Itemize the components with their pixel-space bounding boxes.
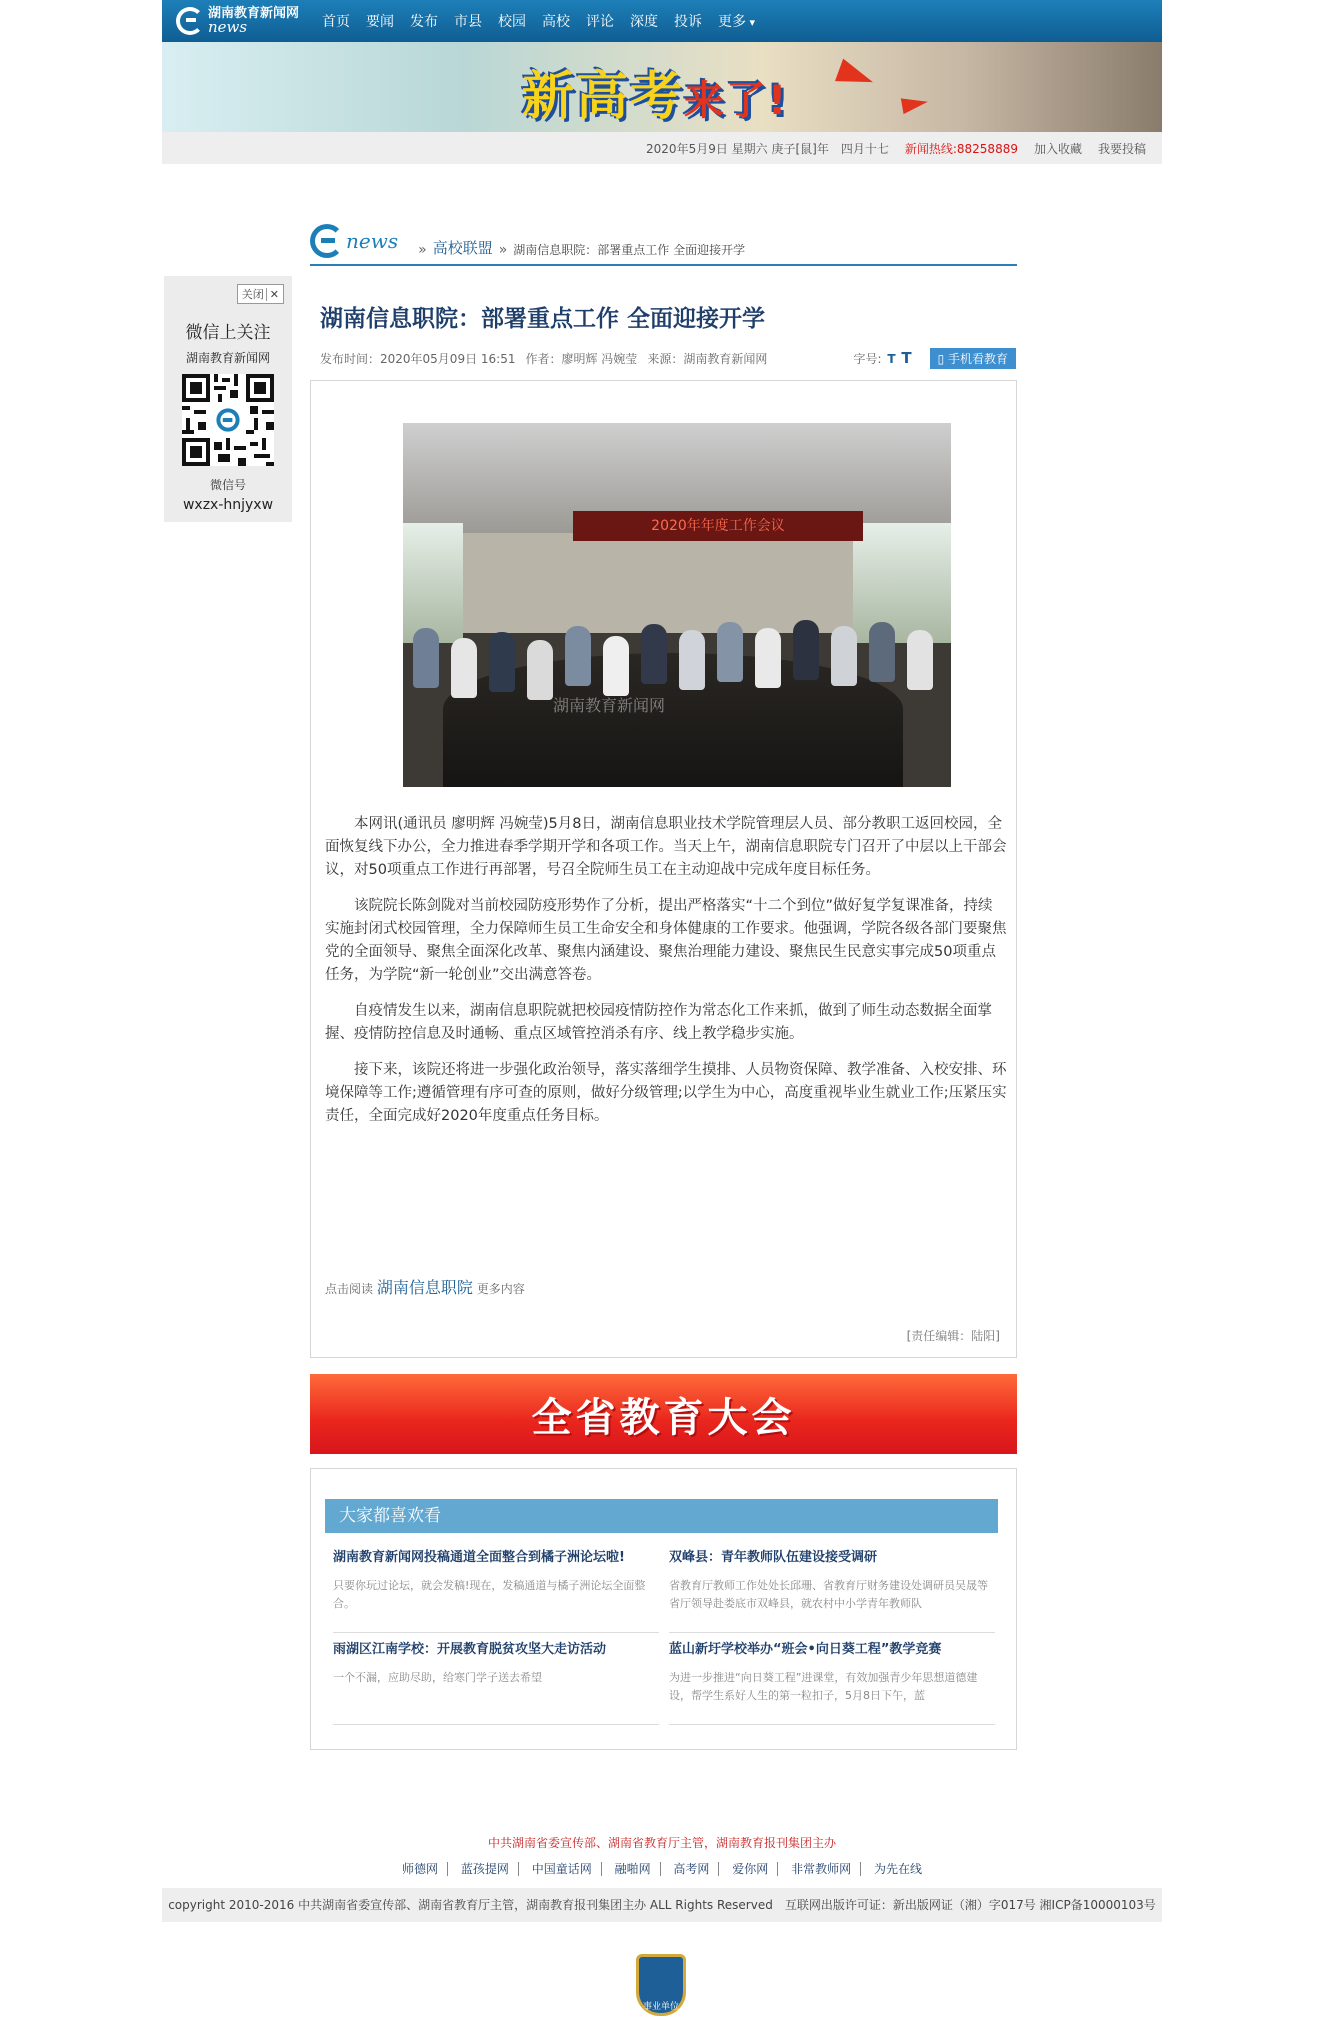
article-text: [325, 813, 1007, 1141]
nav-home[interactable]: 首页: [322, 14, 350, 30]
recommend-section: [310, 1468, 1017, 1750]
wechat-id-value: wxzx-hnjyxw: [182, 497, 274, 513]
nav-comment[interactable]: 评论: [586, 14, 614, 30]
read-more: 点击阅读 湖南信息职院 更多内容: [325, 1278, 525, 1297]
photo-watermark: 湖南教育新闻网: [553, 696, 666, 715]
recommend-desc: 省教育厅教师工作处处长邱珊、省教育厅财务建设处调研员吴晟等省厅领导赴娄底市双峰县，就农村中小学青年教师队: [669, 1579, 988, 1610]
logo-e-icon: [176, 7, 204, 35]
close-icon: ✕: [266, 288, 279, 301]
paper-plane-icon: [901, 94, 929, 114]
footer-link[interactable]: 爱你网: [732, 1862, 769, 1876]
contribute-link[interactable]: 我要投稿: [1097, 141, 1146, 156]
logo-en-text: news: [208, 18, 248, 36]
nav-complaint[interactable]: 投诉: [674, 14, 702, 30]
breadcrumb-separator-icon: »: [418, 242, 427, 258]
font-large-button[interactable]: T: [901, 349, 912, 367]
nav-depth[interactable]: 深度: [630, 14, 658, 30]
breadcrumb-section[interactable]: 高校联盟: [432, 239, 493, 257]
meeting-photo: [403, 423, 951, 787]
mobile-view-button[interactable]: ▯ 手机看教育: [930, 348, 1016, 369]
article-paragraph: 自疫情发生以来，湖南信息职院就把校园疫情防控作为常态化工作来抓，做到了师生动态数据全面掌握、疫情防控信息及时通畅、重点区域管控消杀有序、线上教学稳步实施。: [325, 1003, 992, 1042]
article-title: 湖南信息职院：部署重点工作 全面迎接开学: [320, 306, 766, 332]
nav-more-dropdown[interactable]: 更多 ▾: [710, 11, 763, 31]
hotline: 新闻热线:88258889: [904, 141, 1018, 156]
footer-link[interactable]: 师德网: [402, 1862, 439, 1876]
footer-sponsors: 中共湖南省委宣传部、湖南省教育厅主管，湖南教育报刊集团主办: [487, 1836, 836, 1850]
add-favorite-link[interactable]: 加入收藏: [1033, 141, 1082, 156]
photo-meeting-banner: 2020年年度工作会议: [573, 511, 863, 541]
wechat-subtitle: 湖南教育新闻网: [185, 351, 270, 365]
breadcrumb: [310, 208, 1017, 266]
nav-campus[interactable]: 校园: [498, 14, 526, 30]
article-meta: [320, 348, 1016, 368]
site-logo[interactable]: [162, 0, 314, 42]
top-nav-bar: [162, 0, 1162, 42]
footer-link[interactable]: 高考网: [673, 1862, 710, 1876]
banner-title: 新高考来了!: [522, 67, 789, 127]
wechat-follow-panel: [164, 276, 292, 522]
article-paragraph: 接下来，该院还将进一步强化政治领导，落实落细学生摸排、人员物资保障、教学准备、入校安排、环境保障等工作;遵循管理有序可查的原则，做好分级管理;以学生为中心，高度重视毕业生就业工作;压紧压实责任，全面完成好2020年度重点任务目标。: [325, 1062, 1007, 1124]
recommend-item[interactable]: [333, 1641, 659, 1725]
recommend-desc: 一个不漏，应助尽助，给寒门学子送去希望: [333, 1671, 542, 1684]
responsible-editor: [责任编辑：陆阳]: [906, 1329, 1000, 1343]
font-small-button[interactable]: T: [887, 352, 896, 366]
breadcrumb-current: 湖南信息职院：部署重点工作 全面迎接开学: [513, 243, 746, 257]
article-paragraph: 该院院长陈剑陇对当前校园防疫形势作了分析，提出严格落实“十二个到位”做好复学复课准备，持续实施封闭式校园管理，全力保障师生员工生命安全和身体健康的工作要求。他强调，学院各级各部门要聚焦党的全面领导、聚焦全面深化改革、聚焦内涵建设、聚焦治理能力建设、聚焦民生民意实事完成50项重点任务，为学院“新一轮创业”交出满意答卷。: [325, 898, 1007, 983]
institution-badge-icon[interactable]: 事业单位: [636, 1954, 686, 2016]
recommend-item[interactable]: [669, 1641, 995, 1725]
article-author: 作者：廖明辉 冯婉莹: [525, 351, 638, 366]
article-paragraph: 本网讯(通讯员 廖明辉 冯婉莹)5月8日，湖南信息职业技术学院管理层人员、部分教职工返回校园，全面恢复线下办公，全力推进春季学期开学和各项工作。当天上午，湖南信息职院专门召开了中层以上干部会议，对50项重点工作进行再部署，号召全院师生员工在主动迎战中完成年度目标任务。: [325, 816, 1007, 878]
paper-plane-icon: [835, 59, 877, 94]
education-conference-ad[interactable]: 全省教育大会: [310, 1374, 1017, 1454]
article-source: 来源：湖南教育新闻网: [647, 351, 768, 366]
recommend-item[interactable]: [669, 1549, 995, 1633]
footer-link[interactable]: 蓝孩提网: [460, 1862, 509, 1876]
top-banner-ad[interactable]: [162, 42, 1162, 132]
publish-time: 发布时间：2020年05月09日 16:51: [320, 351, 516, 366]
recommend-desc: 为进一步推进“向日葵工程”进课堂，有效加强青少年思想道德建设，帮学生系好人生的第一粒扣子，5月8日下午，蓝: [669, 1671, 978, 1702]
footer-link[interactable]: 非常教师网: [791, 1862, 852, 1876]
recommend-title: 雨湖区江南学校：开展教育脱贫攻坚大走访活动: [333, 1642, 607, 1657]
breadcrumb-logo[interactable]: news: [310, 224, 398, 258]
date-bar: [162, 132, 1162, 164]
font-size-control: 字号: T T: [853, 349, 912, 367]
footer-link[interactable]: 中国童话网: [531, 1862, 592, 1876]
logo-e-icon: [310, 224, 344, 258]
breadcrumb-separator-icon: »: [498, 242, 508, 258]
nav-cities[interactable]: 市县: [454, 14, 482, 30]
recommend-item[interactable]: [333, 1549, 659, 1633]
nav-university[interactable]: 高校: [542, 14, 570, 30]
footer-link[interactable]: 为先在线: [873, 1862, 922, 1876]
close-button[interactable]: 关闭 ✕: [237, 284, 284, 304]
footer-copyright: copyright 2010-2016 中共湖南省委宣传部、湖南省教育厅主管，湖南教育报刊集团主办 ALL Rights Reserved 互联网出版许可证：新出版网证（湘）字017号 湘ICP备10000103号: [162, 1888, 1162, 1922]
nav-release[interactable]: 发布: [410, 14, 438, 30]
recommend-title: 湖南教育新闻网投稿通道全面整合到橘子洲论坛啦!: [333, 1550, 625, 1565]
recommend-title: 双峰县：青年教师队伍建设接受调研: [669, 1550, 878, 1565]
nav-headlines[interactable]: 要闻: [366, 14, 394, 30]
current-date: 2020年5月9日 星期六 庚子[鼠]年 四月十七: [646, 141, 889, 156]
article-body: [310, 380, 1017, 1358]
wechat-id-label: 微信号: [209, 478, 246, 492]
qr-code-image: [182, 374, 274, 466]
logo-cn-text: 湖南教育新闻网: [208, 6, 300, 21]
footer-link[interactable]: 融啪网: [614, 1862, 651, 1876]
wechat-title: 微信上关注: [185, 323, 271, 343]
read-more-link[interactable]: 湖南信息职院: [376, 1278, 473, 1297]
recommend-desc: 只要你玩过论坛，就会发稿!现在，发稿通道与橘子洲论坛全面整合。: [333, 1579, 646, 1610]
recommend-heading: 大家都喜欢看: [325, 1499, 998, 1533]
footer-links: [162, 1860, 1162, 1877]
main-nav: [314, 0, 763, 42]
recommend-title: 蓝山新圩学校举办“班会•向日葵工程”教学竞赛: [669, 1642, 942, 1657]
